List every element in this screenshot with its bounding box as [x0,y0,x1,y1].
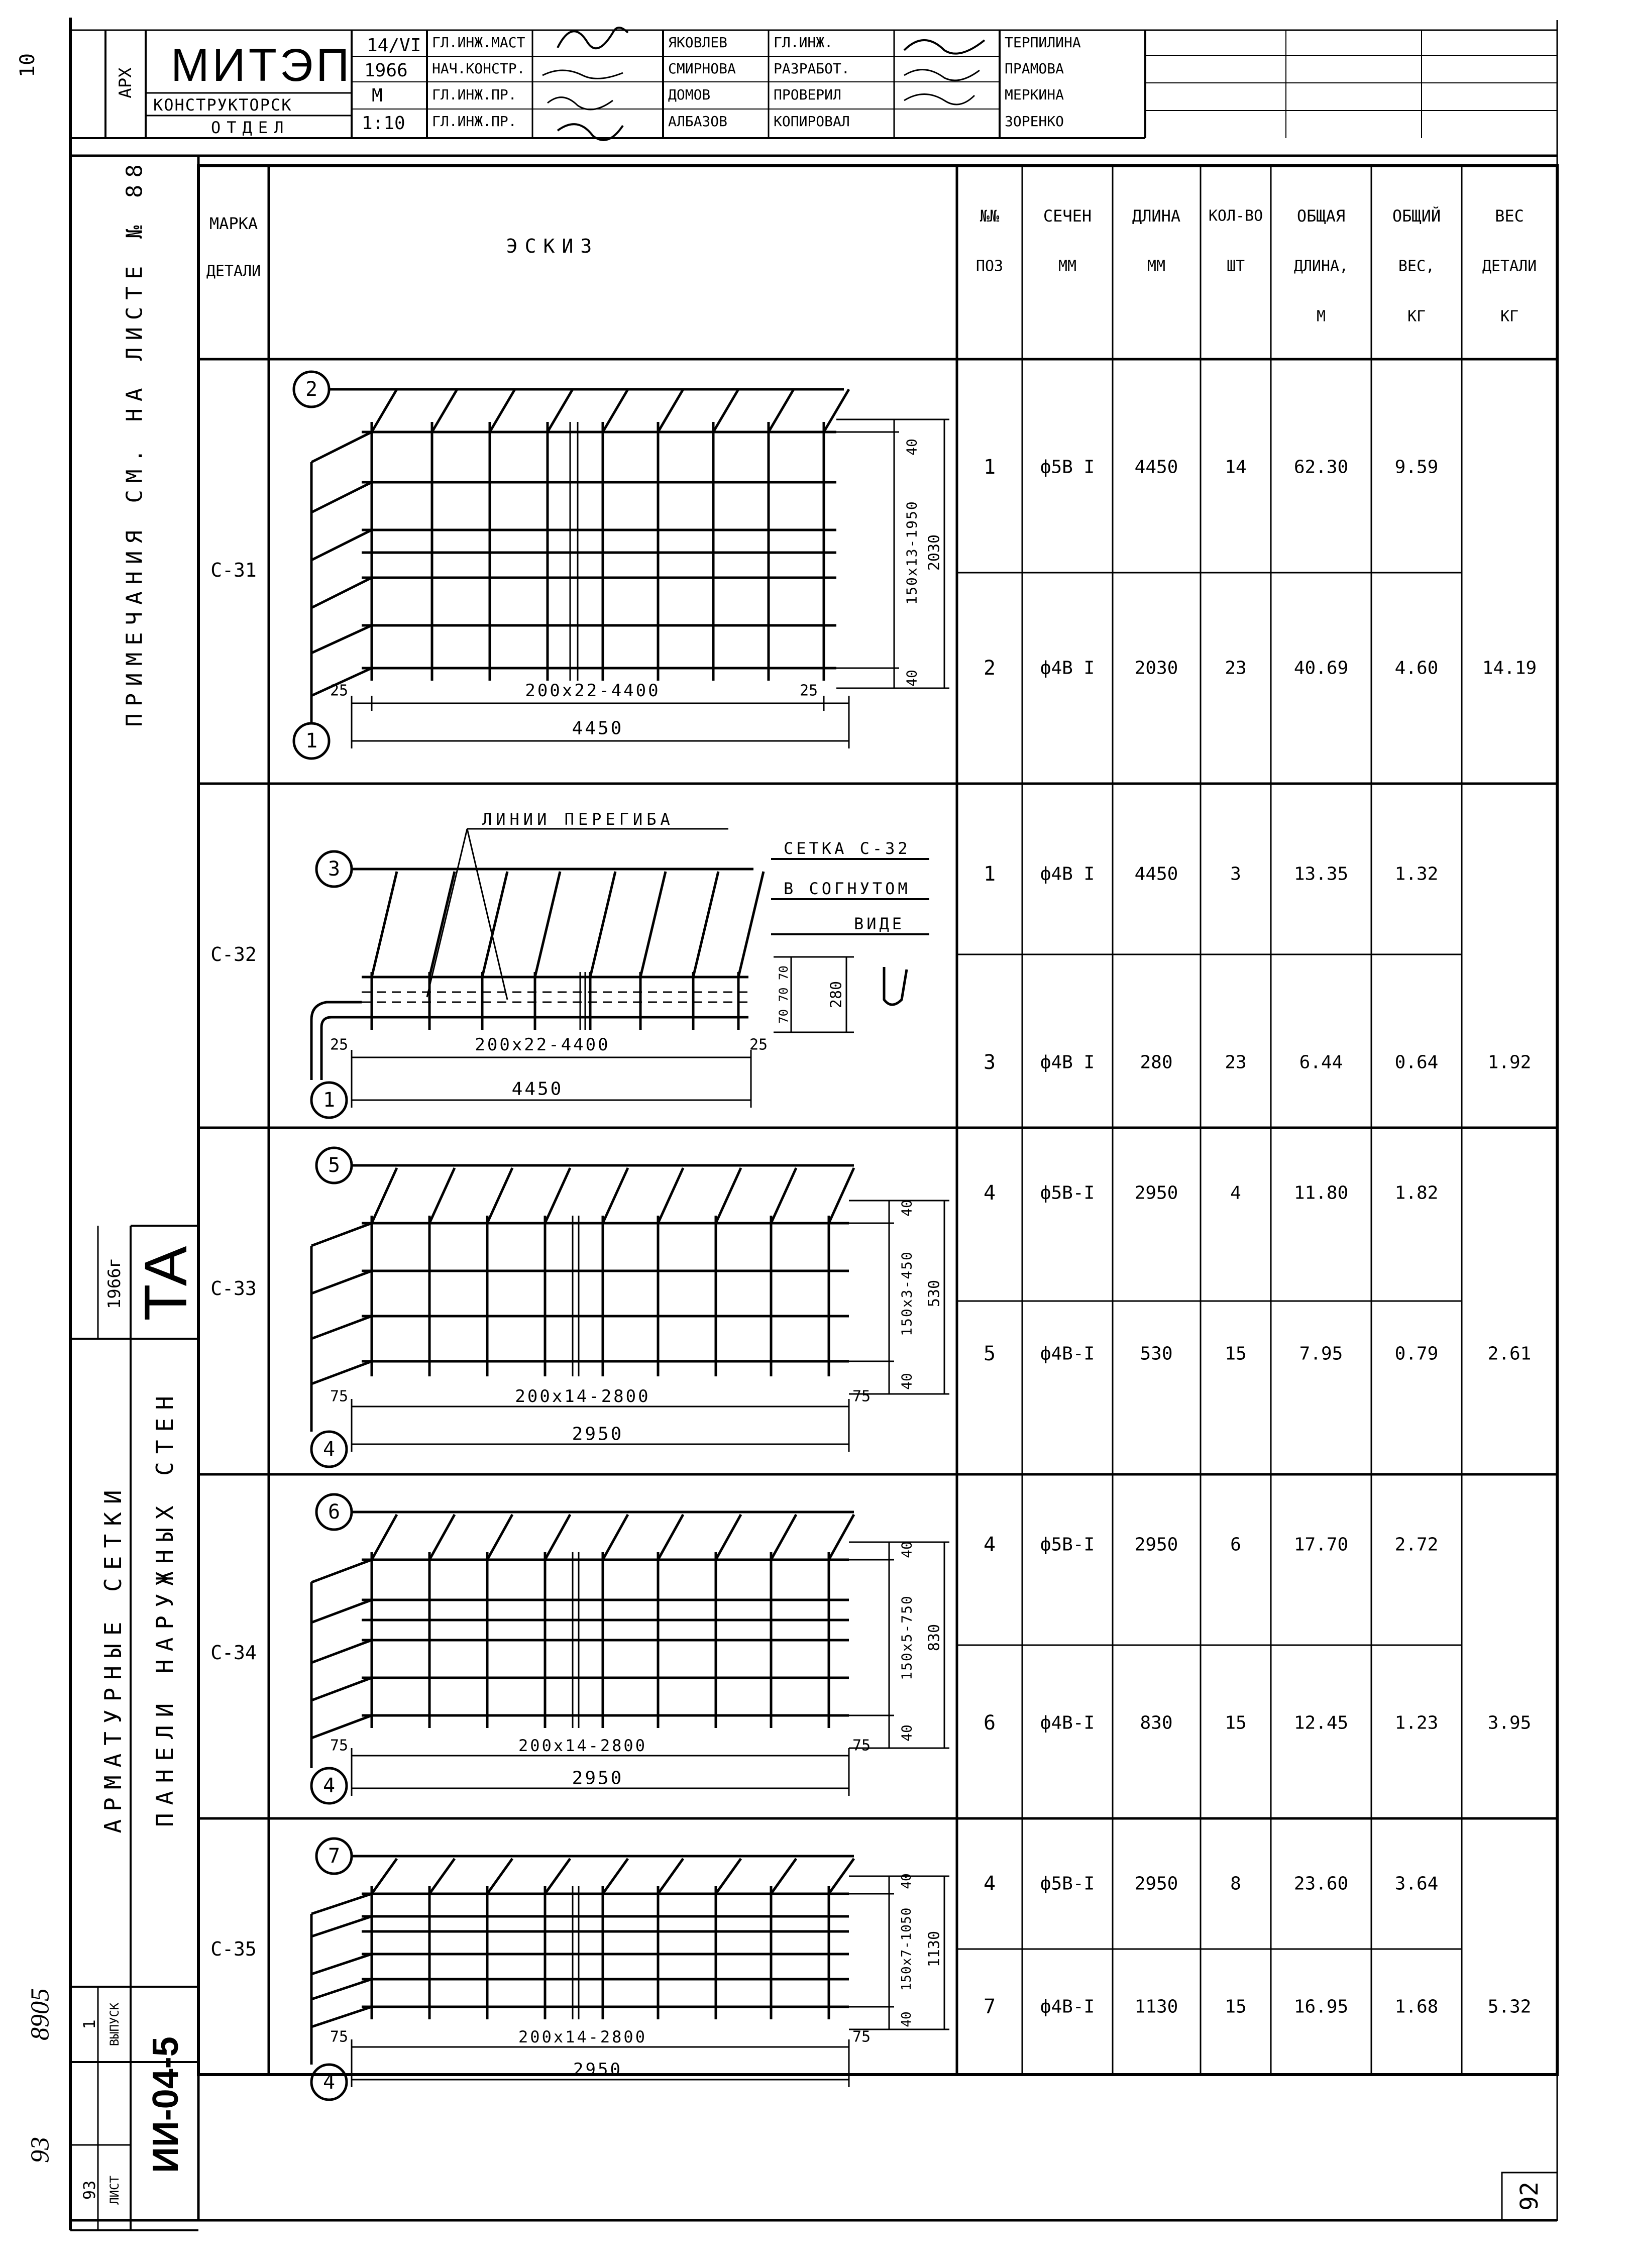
dim-height: 830 [925,1624,943,1652]
cell-section: ф5В-I [1040,1873,1095,1894]
dim-height: 2030 [925,534,943,571]
cell-total-weight: 0.64 [1394,1052,1439,1073]
cell-total-weight: 1.32 [1394,863,1439,885]
dim-overall: 4450 [572,718,624,739]
cell-qty: 23 [1225,658,1247,679]
dim-overall: 4450 [511,1078,564,1100]
cell-total-weight: 1.68 [1394,1996,1439,2017]
cell-qty: 4 [1230,1182,1241,1204]
table-row: 5 [983,1342,996,1365]
role-2: НАЧ.КОНСТР. [432,60,525,77]
issue-label: ВЫПУСК [107,2002,122,2046]
table-row: 2 [983,657,996,680]
dim-bottom: 40 [898,1724,915,1742]
cell-length: 830 [1140,1712,1173,1734]
dim-small: 70 70 70 [777,965,791,1024]
hdr-length-1: ДЛИНА [1132,206,1181,226]
cell-qty: 15 [1225,1996,1247,2017]
role-4: ГЛ.ИНЖ.ПР. [432,113,517,130]
dim-mid: 150х7-1050 [899,1907,914,1991]
dim-top: 40 [898,1200,915,1217]
sheet-code: ИИ-04-5 [146,2036,186,2173]
table-row: 4 [983,1181,996,1205]
bubble-label: 4 [322,1774,336,1797]
hdr-detwt-1: ВЕС [1495,206,1524,226]
dim-spacing: 200х22-4400 [475,1035,610,1055]
hdr-qty-1: КОЛ-ВО [1208,207,1263,225]
role2-1: ГЛ.ИНЖ. [774,34,833,51]
role2-4: КОПИРОВАЛ [774,113,850,130]
hdr-totwt-2: ВЕС, [1398,257,1435,275]
bubble-label: 2 [305,378,318,401]
side-number: 8905 [26,1988,55,2040]
issue-value: 1 [80,2019,99,2029]
mark-c33: С-33 [210,1277,257,1300]
cell-detail-weight: 1.92 [1487,1052,1532,1073]
cell-qty: 14 [1225,457,1247,478]
dim-mid: 150х13-1950 [903,500,920,605]
note-line1: СЕТКА С-32 [784,839,911,858]
hdr-qty-2: ШТ [1226,257,1245,275]
name2-1: ТЕРПИЛИНА [1005,34,1081,51]
name2-4: ЗОРЕНКО [1005,113,1064,130]
dim-edge-left: 25 [330,682,349,700]
table-row: 3 [983,1051,996,1074]
cell-total-length: 40.69 [1293,658,1349,679]
cell-length: 4450 [1134,863,1178,885]
hdr-section-2: ММ [1058,257,1077,275]
dim-spacing: 200х14-2800 [515,1386,650,1407]
hdr-length-2: ММ [1147,257,1166,275]
cell-qty: 8 [1230,1873,1241,1894]
note-line3: ВИДЕ [854,914,905,933]
series-title: ПАНЕЛИ НАРУЖНЫХ СТЕН [151,1388,178,1827]
dim-edge-left: 75 [330,1387,349,1406]
dim-edge-right: 25 [799,682,818,700]
table-row: 4 [983,1872,996,1895]
name-2: СМИРНОВА [668,60,736,77]
dim-edge-right: 75 [852,1387,871,1406]
cell-detail-weight: 14.19 [1482,658,1537,679]
note-line2: В СОГНУТОМ [784,879,911,898]
cell-total-length: 62.30 [1293,457,1349,478]
bubble-label: 7 [328,1845,341,1868]
cell-length: 2950 [1134,1182,1178,1204]
cell-total-length: 23.60 [1293,1873,1349,1894]
table-row: 6 [983,1711,996,1735]
mark-c32: С-32 [210,943,257,965]
cell-total-weight: 3.64 [1394,1873,1439,1894]
dim-edge-right: 25 [749,1036,768,1054]
name2-2: ПРАМОВА [1005,60,1064,77]
cell-total-length: 13.35 [1293,863,1349,885]
cell-qty: 23 [1225,1052,1247,1073]
table-row: 1 [983,456,996,479]
mark-c31: С-31 [210,559,257,581]
cell-qty: 15 [1225,1343,1247,1364]
hdr-totlen-1: ОБЩАЯ [1296,206,1346,226]
cell-total-weight: 0.79 [1394,1343,1439,1364]
role-3: ГЛ.ИНЖ.ПР. [432,86,517,103]
cell-total-length: 11.80 [1293,1182,1349,1204]
dim-bottom: 40 [899,2011,914,2027]
cell-total-weight: 1.23 [1394,1712,1439,1734]
cell-qty: 15 [1225,1712,1247,1734]
cell-length: 2950 [1134,1534,1178,1555]
dept-line2: ОТДЕЛ [211,118,290,137]
bubble-label: 4 [322,1438,336,1461]
cell-detail-weight: 3.95 [1487,1712,1532,1734]
cell-section: ф4В I [1040,1052,1095,1073]
cell-section: ф5В-I [1040,1534,1095,1555]
cell-length: 530 [1140,1343,1173,1364]
cell-qty: 6 [1230,1534,1241,1555]
sheet-label: ЛИСТ [107,2176,122,2205]
mark-c35: С-35 [210,1938,257,1960]
dim-edge-left: 75 [330,1737,349,1755]
sheet-corner-mark: 10 [16,53,39,78]
dim-mid: 150х3-450 [898,1251,915,1336]
cell-total-length: 12.45 [1293,1712,1349,1734]
cell-total-length: 7.95 [1299,1343,1343,1364]
cell-detail-weight: 5.32 [1487,1996,1532,2017]
bubble-label: 1 [322,1089,336,1112]
hdr-section-1: СЕЧЕН [1043,206,1092,226]
cell-total-length: 16.95 [1293,1996,1349,2017]
cell-section: ф4В I [1040,658,1095,679]
role2-2: РАЗРАБОТ. [774,60,850,77]
name-3: ДОМОВ [668,86,711,103]
side-sheet: 93 [26,2137,55,2163]
dim-height: 1130 [925,1930,943,1968]
dim-top: 40 [903,439,920,456]
table-row: 4 [983,1533,996,1556]
ta-badge: ТА [132,1246,199,1321]
bubble-label: 5 [328,1154,341,1177]
subtitle: АРМАТУРНЫЕ СЕТКИ [99,1482,127,1833]
table-row: 7 [983,1995,996,2018]
name2-3: МЕРКИНА [1005,86,1064,103]
dim-height: 280 [827,981,845,1009]
hdr-detwt-3: КГ [1500,307,1519,326]
role-1: ГЛ.ИНЖ.МАСТ [432,34,525,51]
bubble-label: 6 [328,1500,341,1524]
hdr-sketch: ЭСКИЗ [506,235,599,257]
cell-detail-weight: 2.61 [1487,1343,1532,1364]
cell-length: 4450 [1134,457,1178,478]
dim-height: 530 [925,1279,943,1308]
hdr-mark-1: МАРКА [209,214,258,233]
cell-section: ф4В-I [1040,1996,1095,2017]
date-top: 14/VI [367,35,421,56]
dim-spacing: 200х14-2800 [518,2027,647,2046]
cell-length: 280 [1140,1052,1173,1073]
cell-qty: 3 [1230,863,1241,885]
dim-overall: 2950 [572,1768,624,1789]
dim-edge-right: 75 [852,2028,871,2046]
hdr-totlen-3: М [1316,307,1326,326]
sheet-value: 93 [80,2180,99,2200]
cell-total-length: 17.70 [1293,1534,1349,1555]
hdr-pos-2: ПОЗ [975,257,1004,275]
archive-label: АРХ [116,67,136,98]
bubble-label: 3 [328,857,341,881]
left-note: ПРИМЕЧАНИЯ СМ. НА ЛИСТЕ № 88 [122,157,148,727]
cell-total-length: 6.44 [1299,1052,1343,1073]
bubble-label: 4 [322,2071,336,2094]
dim-spacing: 200х14-2800 [518,1736,647,1755]
dim-edge-left: 25 [330,1036,349,1054]
cell-section: ф4В-I [1040,1712,1095,1734]
year: 1966 [364,60,408,81]
dim-edge-left: 75 [330,2028,349,2046]
dept-line1: КОНСТРУКТОРСК [153,95,292,115]
hdr-totwt-3: КГ [1407,307,1426,326]
bubble-label: 1 [305,729,318,752]
cell-length: 2030 [1134,658,1178,679]
cell-section: ф4В-I [1040,1343,1095,1364]
role2-3: ПРОВЕРИЛ [774,86,841,103]
bend-label: ЛИНИИ ПЕРЕГИБА [482,810,674,829]
cell-length: 2950 [1134,1873,1178,1894]
cell-total-weight: 2.72 [1394,1534,1439,1555]
scale-value: 1:10 [362,113,405,134]
dim-mid: 150х5-750 [898,1595,915,1680]
cell-total-weight: 4.60 [1394,658,1439,679]
dim-top: 40 [898,1541,915,1558]
org-name: МИТЭП [171,40,353,91]
page-number: 92 [1515,2182,1544,2211]
ta-year: 1966г [104,1257,125,1310]
dim-top: 40 [899,1873,914,1889]
dim-bottom: 40 [898,1373,915,1390]
hdr-totlen-2: ДЛИНА, [1293,257,1349,275]
hdr-detwt-2: ДЕТАЛИ [1482,257,1537,275]
hdr-totwt-1: ОБЩИЙ [1392,206,1441,226]
name-4: АЛБАЗОВ [668,113,728,130]
dim-edge-right: 75 [852,1737,871,1755]
table-row: 1 [983,862,996,886]
mark-c34: С-34 [210,1642,257,1664]
dim-bottom: 40 [903,670,920,687]
dim-overall: 2950 [572,1424,624,1445]
name-1: ЯКОВЛЕВ [668,34,728,51]
cell-total-weight: 9.59 [1394,457,1439,478]
cell-section: ф4В I [1040,863,1095,885]
dim-overall: 2950 [573,2060,622,2080]
cell-length: 1130 [1134,1996,1178,2017]
dim-spacing: 200х22-4400 [525,681,661,701]
cell-section: ф5В-I [1040,1182,1095,1204]
cell-total-weight: 1.82 [1394,1182,1439,1204]
cell-section: ф5В I [1040,457,1095,478]
hdr-pos-1: №№ [980,206,1000,226]
hdr-mark-2: ДЕТАЛИ [206,262,261,280]
scale-label: М [372,85,383,106]
